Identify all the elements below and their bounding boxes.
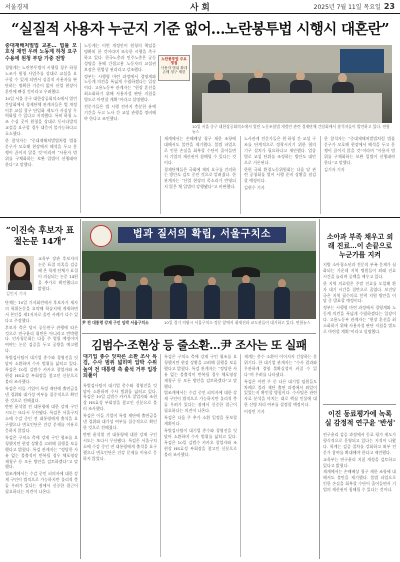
photo2-caption: 10일 경기 의왕시 서울구치소 정문 앞에서 취재진과 교도관들이 대기하고 있다. 연합뉴스 — [164, 320, 311, 325]
paragraph: 한 지역 의료원은 주말 진료를 도입해 환자 대기 시간을 절반으로 줄였다. 보건당국은 지역 필수의료 인력 지원 방안을 이달 중 발표할 예정이다. — [323, 280, 396, 304]
issue-box — [158, 55, 190, 81]
newspaper-name: 서울경제 — [5, 4, 29, 11]
paragraph: 연구윤리 검증 과정에서 동료 평가 제도가 형식적으로 운영되고 있다는 지적이 나왔다. 학계는 검증 절차를 강화하고 외부 전문가 참여를 확대해야 한다고 제언했다. — [323, 432, 396, 455]
section-title: 사 회 — [190, 3, 210, 13]
story1-headline: “실질적 사용자 누군지 기준 없어…노란봉투법 시행시 대혼란” — [11, 21, 389, 38]
prison-gate-photo — [82, 221, 316, 319]
meeting-photo — [192, 45, 392, 123]
issue-box-item: 손배 청구 제한 — [162, 70, 186, 75]
paragraph: 지방 소아청소년과 전문의 부족 문제가 심화되는 가운데 지역 병원들이 외래 진료 시간을 늘리며 공백을 메우고 있다. — [323, 262, 396, 279]
photo-banner: 법과 질서의 확립, 서울구치소 — [118, 227, 286, 243]
person — [238, 283, 255, 319]
paragraph: 한 참석자는 “중대재해처벌법처럼 법률 문구가 모호해 현장에서 해석을 두고 분쟁이 끊이지 않을 것”이라며 “사용자 범위를 구체화하는 보완 입법이 선행돼야 한다”고 말했다. — [5, 138, 77, 167]
story3-column-1 — [83, 354, 157, 557]
conference-table — [202, 93, 382, 123]
issue-box-item: 사용자 범위 확대 — [160, 65, 188, 70]
right-story-b-body — [323, 432, 396, 557]
paragraph: 노동계는 이번 개정안이 원청의 책임을 명확히 한 것이라며 조속한 시행을 촉구하고 있다. 한국노총과 민주노총은 공동 성명을 통해 간접고용 노동자의 교섭권 보장은 헌법상 권리라고 강조했다. — [84, 43, 156, 72]
paragraph: 재계에서는 손해배상 청구 제한 조항에 대해서도 불만을 제기했다. 불법 파업으로 인한 손실을 회복할 수단이 줄어들면서 기업의 재산권이 침해될 수 있다는 것이다. — [164, 136, 236, 165]
page-number: 23 — [383, 2, 395, 11]
paragraph: 노사관계 전문가들은 원·하청 간 교섭 구조를 단계적으로 정착시키기 위한 협의 기구 설치가 필요하다고 제안했다. 업종별로 교섭 단위를 조정하는 방안도 대안으로 거론된다. — [244, 136, 316, 165]
paragraph: 특검은 이들 기업이 특정 재단에 출연금을 낸 경위와 대가성 여부를 집중적으로 확인한 것으로 전해졌다. — [83, 413, 157, 430]
paragraph: 한 참석자는 “중대재해처벌법처럼 법률 문구가 모호해 현장에서 해석을 두고 분쟁이 끊이지 않을 것”이라며 “사용자 범위를 구체화하는 보완 입법이 선행돼야 한다”고 말했다. — [324, 136, 395, 165]
person — [274, 287, 290, 319]
story-divider — [323, 404, 396, 405]
paragraph: 교육부 장관 후보자의 논문 표절 의혹을 검증해 온 학계 단체가 표절이 의심되는 논문 14편을 추가로 확인했다고 밝혔다. — [38, 256, 78, 291]
justice-logo-icon — [90, 225, 112, 247]
paragraph: 특검은 이들 기업이 특정 재단에 출연금을 낸 경위와 대가성 여부를 집중적으로 확인한 것으로 전해졌다. — [5, 385, 78, 403]
photo-trees — [82, 251, 316, 273]
photo2-caption-title: 尹 전 대통령 강제 구인 임박 서울구치소 — [82, 320, 149, 325]
paragraph: 법조계에서는 수감 중인 피의자에 대한 강제 구인이 법적으로 가능하지만 물리적 충돌 우려가 있다는 점에서 신중한 접근이 필요하다는 의견이 나온다. — [5, 471, 78, 495]
paragraph: 교육부는 연구윤리 지침 개정을 검토하고 있다고 밝혔다. — [323, 456, 396, 468]
portrait-body — [8, 280, 32, 290]
person — [136, 285, 152, 319]
photo-screen — [340, 49, 384, 73]
paragraph: 특검은 다음 주 추가 소환 일정을 통보할 계획이다. — [164, 415, 237, 426]
story1-column-5 — [320, 136, 395, 214]
paragraph: 특별검사팀이 대기업 총수와 경영진을 잇달아 소환하며 수사 범위를 넓히고 있다. 특검은 10일 김범수 카카오 창업자와 조현상 HS효성 부회장을 참고인 신분으로 불러 조사했다. — [83, 382, 157, 412]
paragraph: 반면 윤석열 전 대통령에 대한 강제 구인 시도는 또다시 무산됐다. 특검은 서울구치소에 수감 중인 전 대통령에게 출석을 요구했으나 변호인단은 건강 문제를 이유로 응하지 않았다. — [83, 431, 157, 461]
story2-body — [5, 300, 78, 557]
paragraph: 재계는 총수 소환이 이어지자 긴장하는 분위기다. 한 대기업 관계자는 “수사 결과와 무관하게 경영 불확실성이 커질 수 있다”며 우려를 나타냈다. — [244, 354, 317, 377]
paragraph: 반면 윤석열 전 대통령에 대한 강제 구인 시도는 또다시 무산됐다. 특검은 서울구치소에 수감 중인 전 대통령에게 출석을 요구했으나 변호인단은 건강 문제를 이유로 응하지 않았다. — [5, 404, 78, 434]
paragraph: 특검은 이번 주 중 다른 대기업 임원들도 차례로 불러 재단 출연 과정에서 외압이 있었는지 확인할 방침이다. 수사팀은 관련 자료 분석을 마치는 대로 핵심 인물에 대한 신병 처리 여부를 결정할 예정이다. — [244, 378, 317, 408]
paragraph: 정부는 시행령 마련 과정에서 경영계와 노동계 의견을 폭넓게 수렴하겠다는 입장이다. 고용노동부 관계자는 “현장 혼선을 최소화하기 위해 사용자성 판단 지침을 별도로 마련할 계획”이라고 설명했다. — [323, 305, 396, 334]
person — [170, 283, 187, 319]
portrait-face — [14, 262, 26, 277]
story2-headline: “이진숙 후보자 표절논문 14개” — [5, 226, 75, 247]
headline-rule — [82, 333, 316, 334]
paragraph: 특별검사팀이 대기업 총수와 경영진을 잇달아 소환하며 수사 범위를 넓히고 있다. 특검은 10일 김범수 카카오 창업자와 조현상 HS효성 부회장을 참고인 신분으로 불러 조사했다. — [164, 427, 237, 457]
person — [104, 287, 120, 319]
right-story-a-body — [323, 262, 396, 400]
section-divider — [0, 217, 400, 218]
paragraph: 한편 국회 환경노동위원회는 다음 달 관련 공청회를 열어 시행 준비 상황을 점검할 예정이다. — [244, 166, 316, 184]
photo1-caption: 10일 서울 중구 대한상공회의소에서 열린 노동조합법 개정안 관련 경제단체 간담회에서 참석자들이 발언하고 있다. 연합뉴스 — [192, 124, 390, 134]
date-text: 2025년 7월 11일 목요일 — [313, 4, 381, 11]
paragraph: 전문가들은 법 시행 전까지 충분한 유예기간을 두고 노사 간 교섭 관행을 정비해야 한다고 조언했다. — [84, 104, 156, 121]
right-story-b-headline: 이진 동료평가에 녹록 실 감정적 연구윤 '반성' — [324, 410, 396, 427]
paragraph: 특검은 구치소 측에 강제 구인 협조를 요청했지만 현장 상황을 고려해 집행을 보류했다고 밝혔다. 특검 관계자는 “정당한 사유 없는 불출석이 반복될 경우 체포영장 재청구 등 모든 방안을 검토하겠다”고 말했다. — [5, 434, 78, 470]
byline: 김기자 기자 — [324, 166, 345, 172]
column-divider — [80, 219, 81, 559]
story3-column-2 — [160, 354, 237, 557]
paragraph: 후보자 측은 당시 공동연구 관행에 따른 것으로 연구윤리 위반은 아니라고 반박했다. 인사청문회는 다음 주 열릴 예정이며 여야는 논문 검증을 두고 공방을 예고했다. — [5, 324, 78, 354]
story2-intro — [38, 256, 78, 298]
paragraph: 경영계는 노란봉투법이 시행될 경우 하청 노조가 원청 사업주를 상대로 교섭을 요구할 수 있게 되면서 실질적 사용자를 판단하는 명확한 기준이 없어 산업 현장이 혼란에 빠질 것이라고 우려했다. — [5, 65, 77, 94]
portrait-caption: 김민지 기자 — [6, 291, 27, 296]
story3-column-3 — [240, 354, 317, 557]
issue-box-title: 노란봉투법 주요 쟁점 — [161, 57, 187, 66]
paragraph: 특별검사팀이 대기업 총수와 경영진을 잇달아 소환하며 수사 범위를 넓히고 있다. 특검은 10일 김범수 카카오 창업자와 조현상 HS효성 부회장을 참고인 신분으로 불러 조사했다. — [5, 355, 78, 384]
paragraph: 경제단체들은 국회에 재의 요구를 건의하는 방안도 검토 중인 것으로 알려졌다. 한 관계자는 “산업 현장의 목소리가 반영되지 않은 채 입법이 강행됐다”고 비판했다. — [164, 166, 236, 190]
paragraph: 특검은 구치소 측에 강제 구인 협조를 요청했지만 현장 상황을 고려해 집행을 보류했다고 밝혔다. 특검 관계자는 “정당한 사유 없는 불출석이 반복될 경우 체포영장 재청구 등 모든 방안을 검토하겠다”고 말했다. — [164, 354, 237, 389]
story1-column-2 — [80, 43, 156, 213]
masthead — [0, 0, 400, 14]
byline: 이정민 기자 — [244, 409, 265, 415]
story3-subhead: 대기업 총수 잇따른 소환 조사 특검, 수사 범위 넓히며 압박 수위 높여 전 대통령 측 출석 거부 입장 되풀이 — [83, 354, 157, 380]
paragraph: 재계에서는 손해배상 청구 제한 조항에 대해서도 불만을 제기했다. 불법 파업으로 인한 손실을 회복할 수단이 줄어들면서 기업의 재산권이 침해될 수 있다는 것이다. — [323, 469, 396, 493]
story3-headline: 김범수·조현상 등 줄소환…尹 조사는 또 실패 — [91, 338, 307, 352]
story1-column-3 — [160, 136, 236, 214]
portrait-photo — [6, 256, 34, 290]
byline: 김현수 기자 — [244, 185, 265, 191]
right-story-a-headline: 소아과 부족 채우고 외래 진료…이 손끝으로 누군가를 지켜 — [326, 233, 394, 259]
story1-subhead: 중대재해처벌법 교훈… 법률 모호성 재연 우려 노동계 하청 요구 수용에 원청 부담 가중 전망 — [5, 43, 77, 62]
person — [204, 285, 220, 319]
paragraph: 정부는 시행령 마련 과정에서 경영계와 노동계 의견을 폭넓게 수렴하겠다는 입장이다. 고용노동부 관계자는 “현장 혼선을 최소화하기 위해 사용자성 판단 지침을 별도로 마련할 계획”이라고 설명했다. — [84, 73, 156, 103]
paragraph: 10일 서울 중구 대한상공회의소에서 열린 간담회에서 경제단체 관계자들은 법 개정 이후 교섭 창구 단일화 제도가 사실상 무력화될 수 있다고 지적했다. 특히 하청 노조 수십 곳이 원청을 상대로 동시다발적 교섭을 요구할 경우 대응이 불가능하다고 호소했다. — [5, 95, 77, 137]
column-divider — [319, 219, 320, 559]
paragraph: 단체는 10일 기자회견에서 후보자가 제자의 학위논문을 요약해 학술지에 게재하면서 본인을 제1저자로 올린 사례가 다수 있다고 주장했다. — [5, 300, 78, 323]
issue-date — [314, 2, 395, 11]
story1-column-4 — [240, 136, 316, 214]
story1-column-1 — [5, 43, 77, 213]
paragraph: 법조계에서는 수감 중인 피의자에 대한 강제 구인이 법적으로 가능하지만 물리적 충돌 우려가 있다는 점에서 신중한 접근이 필요하다는 의견이 나온다. — [164, 390, 237, 414]
